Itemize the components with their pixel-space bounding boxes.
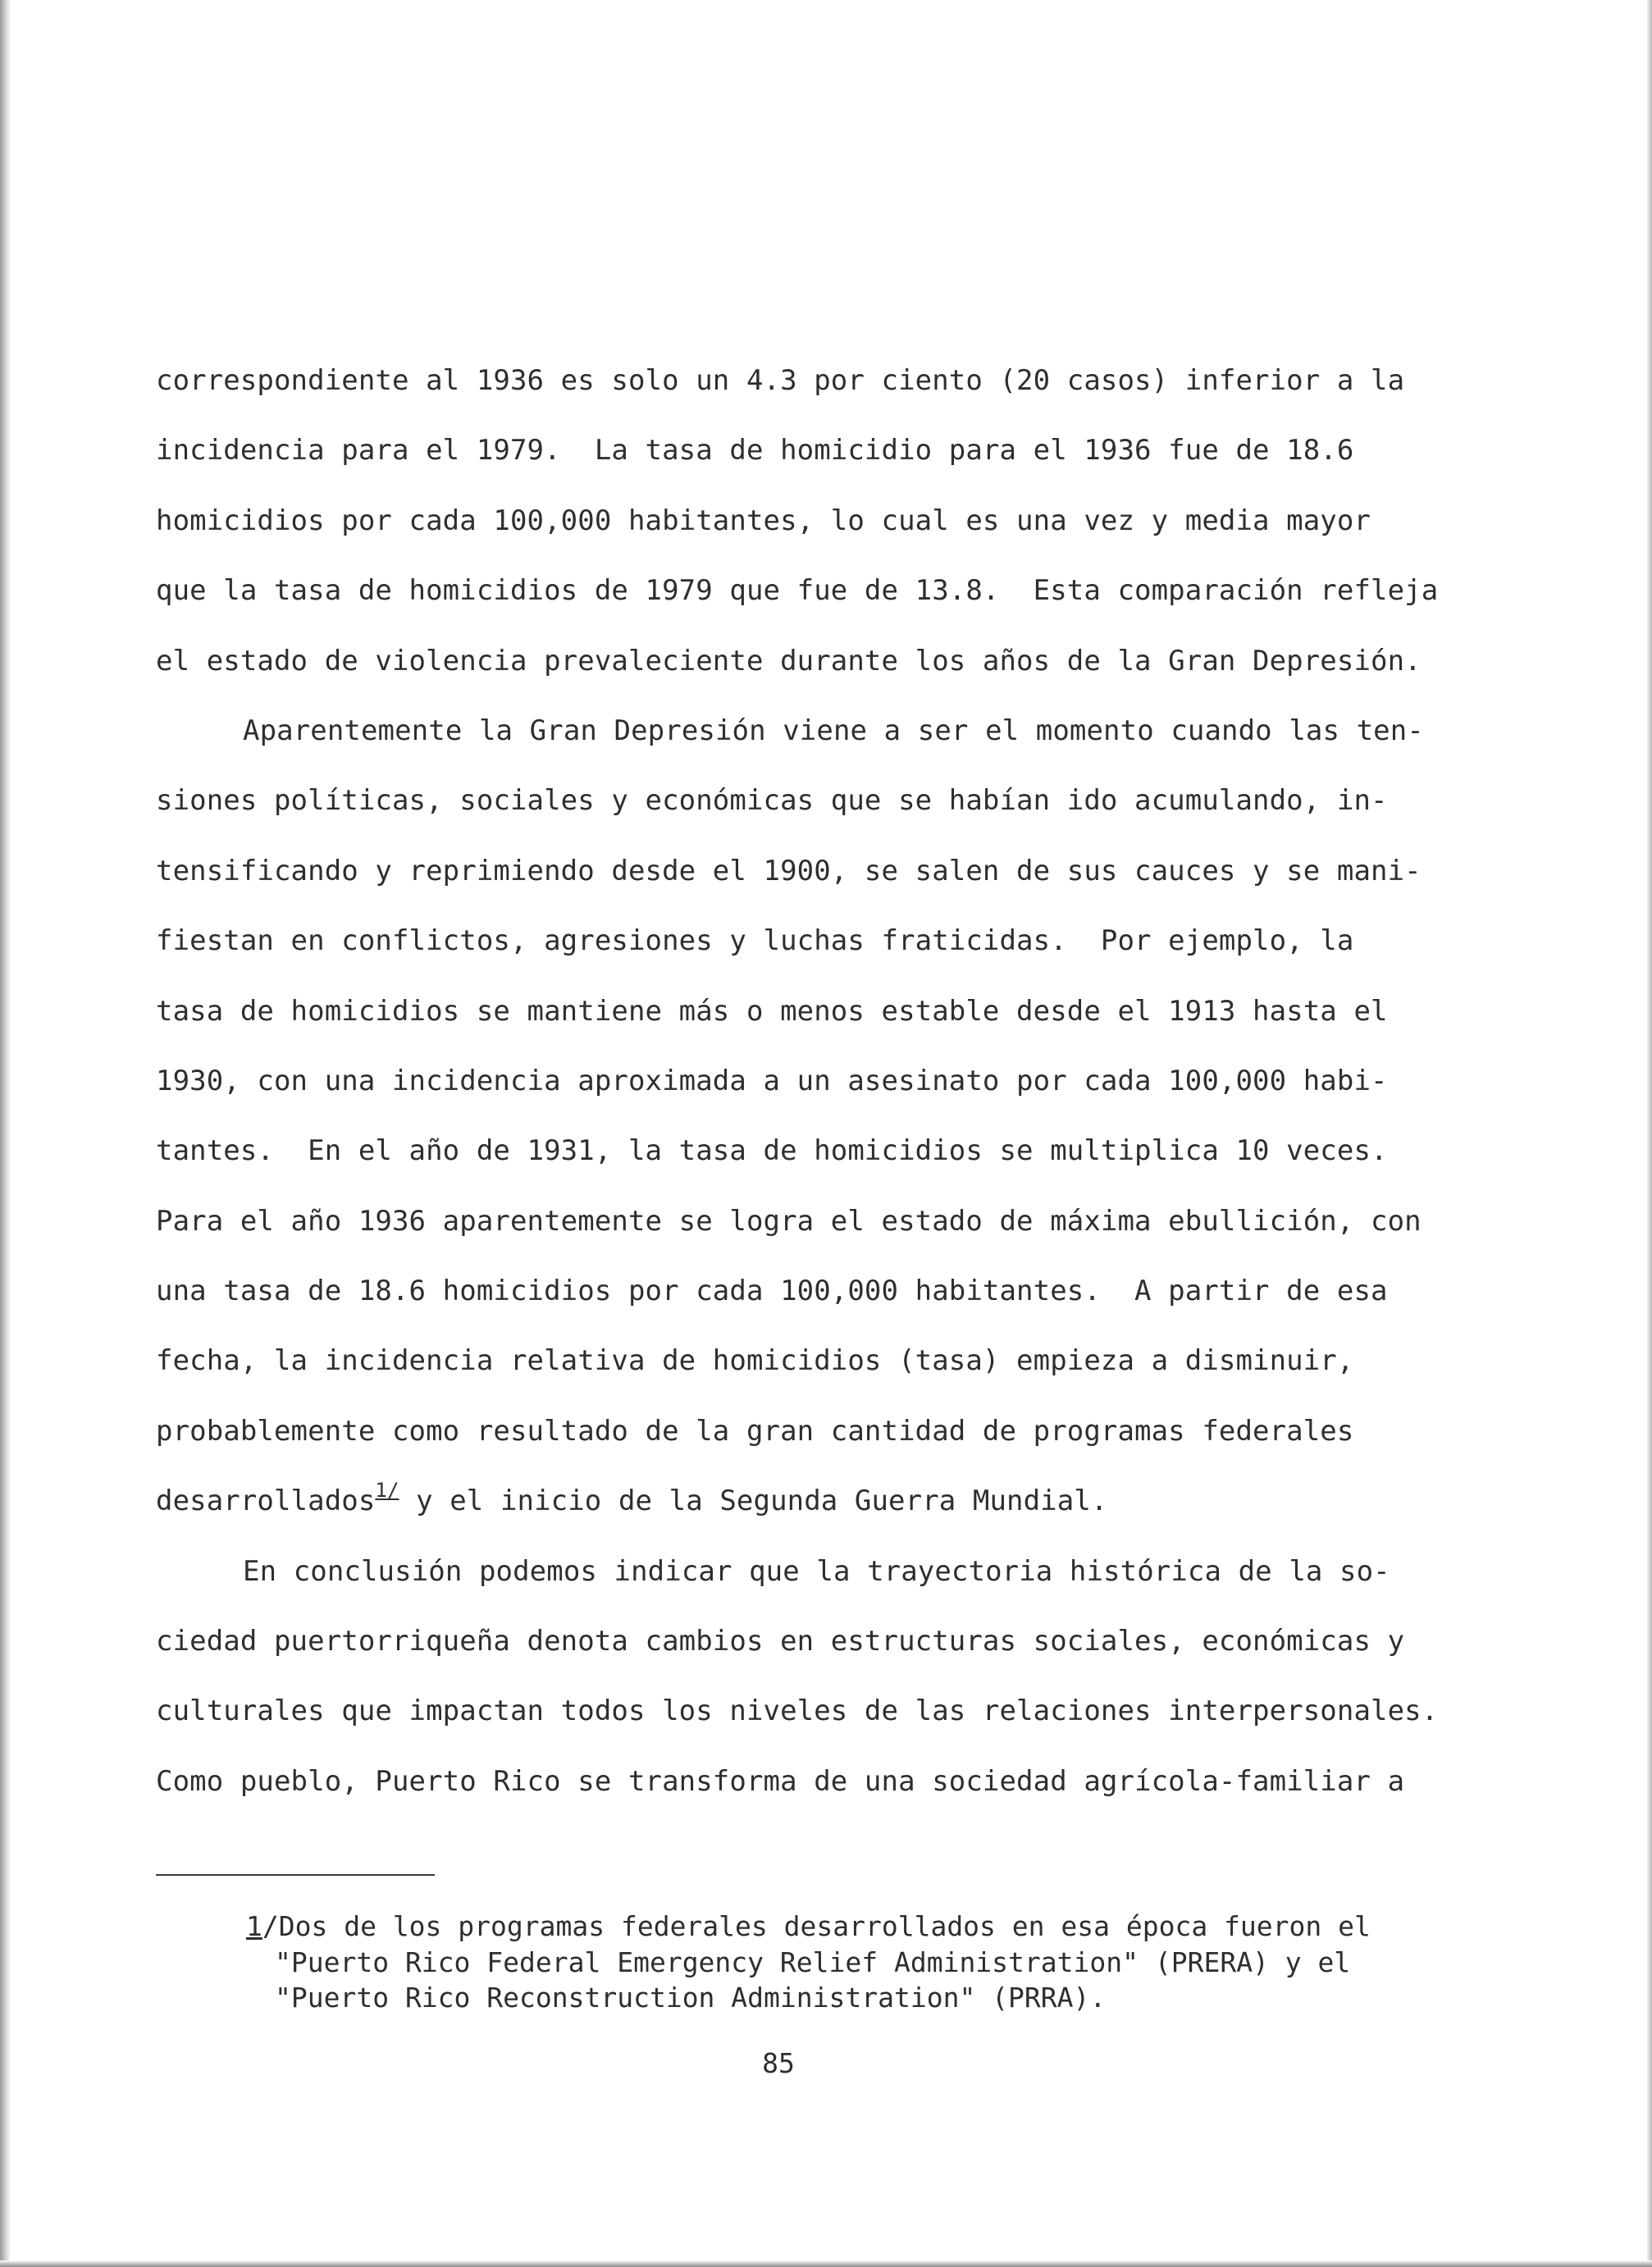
body-line: una tasa de 18.6 homicidios por cada 100,000 habitantes. A partir de esa [156, 1275, 1388, 1308]
ref-line-text-before: desarrollados [156, 1485, 376, 1518]
footnote-separator-rule [156, 1874, 435, 1876]
footnote-line: "Puerto Rico Federal Emergency Relief Administration" (PRERA) y el [275, 1945, 1351, 1978]
body-line: fecha, la incidencia relativa de homicidios (tasa) empieza a disminuir, [156, 1344, 1354, 1378]
page-edge-shadow-left [0, 0, 10, 2267]
footnote-reference-marker[interactable]: 1/ [375, 1478, 399, 1502]
page-edge-shadow-bottom [0, 2260, 1652, 2267]
body-line: Como pueblo, Puerto Rico se transforma de una sociedad agrícola-familiar a [156, 1764, 1405, 1798]
body-line: homicidios por cada 100,000 habitantes, lo cual es una vez y media mayor [156, 504, 1371, 537]
body-line: ciedad puertorriqueña denota cambios en estructuras sociales, económicas y [156, 1625, 1405, 1658]
page-edge-shadow-right [1647, 0, 1652, 2267]
body-line: correspondiente al 1936 es solo un 4.3 por ciento (20 casos) inferior a la [156, 364, 1405, 397]
body-line: fiestan en conflictos, agresiones y luchas fraticidas. Por ejemplo, la [156, 924, 1354, 958]
body-line: Para el año 1936 aparentemente se logra el estado de máxima ebullición, con [156, 1204, 1422, 1238]
body-line: siones políticas, sociales y económicas que se habían ido acumulando, in- [156, 784, 1388, 818]
body-line: culturales que impactan todos los niveles de las relaciones interpersonales. [156, 1695, 1439, 1728]
footnote [246, 1909, 1526, 2016]
body-line: tasa de homicidios se mantiene más o menos estable desde el 1913 hasta el [156, 994, 1388, 1028]
body-line-with-footnote-ref [156, 1476, 1501, 1546]
footnote-number: 1 [246, 1910, 262, 1942]
ref-line-text-after: y el inicio de la Segunda Guerra Mundial. [399, 1485, 1108, 1518]
footnote-first-line-text: /Dos de los programas federales desarrollados en esa época fueron el [262, 1910, 1371, 1942]
paragraph-start-line: En conclusión podemos indicar que la trayectoria histórica de la so- [243, 1554, 1390, 1588]
body-text [156, 356, 1501, 1827]
body-line: que la tasa de homicidios de 1979 que fue de 13.8. Esta comparación refleja [156, 574, 1439, 608]
body-line: el estado de violencia prevaleciente durante los años de la Gran Depresión. [156, 644, 1422, 677]
paragraph-start-line: Aparentemente la Gran Depresión viene a ser el momento cuando las ten- [243, 714, 1424, 747]
footnote-line [246, 1909, 1526, 1945]
body-line: incidencia para el 1979. La tasa de homicidio para el 1936 fue de 18.6 [156, 434, 1354, 468]
footnote-line: "Puerto Rico Reconstruction Administration" (PRRA). [275, 1982, 1107, 2014]
body-line: 1930, con una incidencia aproximada a un asesinato por cada 100,000 habi- [156, 1064, 1388, 1097]
body-line: tantes. En el año de 1931, la tasa de homicidios se multiplica 10 veces. [156, 1134, 1388, 1168]
body-line: probablemente como resultado de la gran cantidad de programas federales [156, 1414, 1354, 1448]
body-line: tensificando y reprimiendo desde el 1900, se salen de sus cauces y se mani- [156, 854, 1422, 887]
page-number: 85 [762, 2047, 795, 2079]
